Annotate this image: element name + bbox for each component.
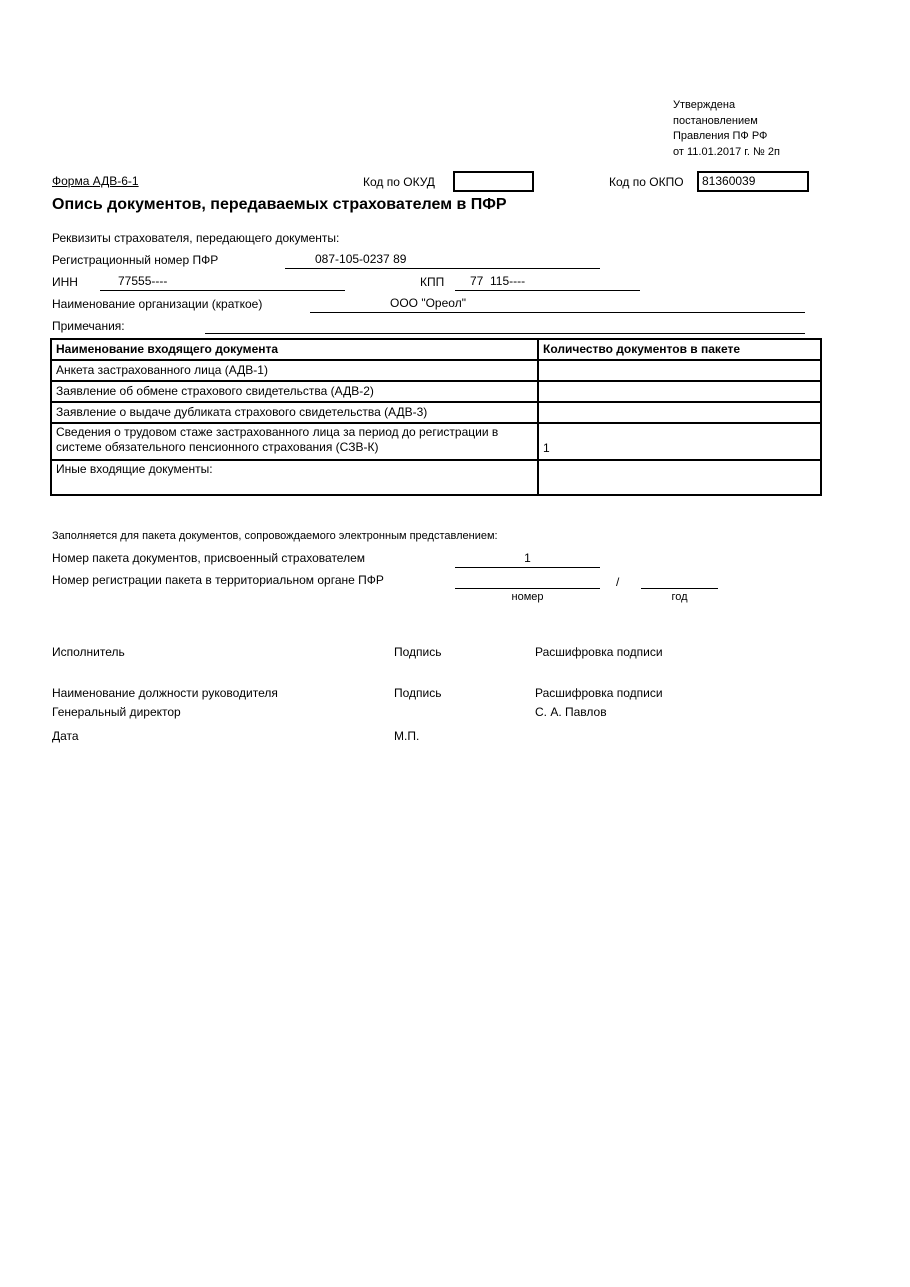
reg-number-value: 087-105-0237 89 — [315, 252, 407, 266]
kpp-label: КПП — [420, 275, 445, 289]
executor-transcript-label: Расшифровка подписи — [535, 645, 663, 659]
table-row — [51, 381, 821, 402]
requisites-section-label: Реквизиты страхователя, передающего документы: — [52, 231, 340, 245]
document-count-cell: 1 — [538, 423, 821, 460]
head-position-label: Наименование должности руководителя — [52, 686, 278, 700]
package-number-value: 1 — [524, 551, 531, 565]
document-count-cell — [538, 460, 821, 495]
kpp-field — [455, 274, 640, 291]
notes-label: Примечания: — [52, 319, 125, 333]
document-name-cell: Сведения о трудовом стаже застрахованного лица за период до регистрации в системе обязательного пенсионного страхования (СЗВ-К) — [51, 423, 538, 460]
table-row — [51, 360, 821, 381]
package-number-label: Номер пакета документов, присвоенный страхователем — [52, 551, 366, 565]
okpo-label: Код по ОКПО — [609, 175, 684, 189]
inn-field — [100, 274, 345, 291]
page-title: Опись документов, передаваемых страхователем в ПФР — [52, 196, 507, 213]
table-row — [51, 402, 821, 423]
table-row — [51, 460, 821, 495]
head-transcript-label: Расшифровка подписи — [535, 686, 663, 700]
approval-line: постановлением — [673, 114, 758, 127]
package-number-field — [455, 551, 600, 568]
kpp-value: 77 115---- — [470, 274, 526, 288]
inn-label: ИНН — [52, 275, 78, 289]
document-count-cell — [538, 402, 821, 423]
okud-label: Код по ОКУД — [363, 175, 435, 189]
head-name-value: С. А. Павлов — [535, 705, 607, 719]
registration-separator: / — [616, 575, 620, 589]
electronic-package-note: Заполняется для пакета документов, сопровождаемого электронным представлением: — [52, 530, 498, 542]
reg-number-label: Регистрационный номер ПФР — [52, 253, 219, 267]
document-name-cell: Заявление о выдаче дубликата страхового свидетельства (АДВ-3) — [51, 402, 538, 423]
date-label: Дата — [52, 729, 79, 743]
document-name-cell: Анкета застрахованного лица (АДВ-1) — [51, 360, 538, 381]
okud-value-box — [453, 171, 534, 192]
document-name-cell: Заявление об обмене страхового свидетельства (АДВ-2) — [51, 381, 538, 402]
column-header-count: Количество документов в пакете — [538, 339, 821, 360]
registration-number-label: Номер регистрации пакета в территориальном органе ПФР — [52, 573, 384, 587]
notes-field — [205, 317, 805, 334]
table-header-row — [51, 339, 821, 360]
head-position-value: Генеральный директор — [52, 705, 181, 719]
table-row — [51, 423, 821, 460]
document-name-cell: Иные входящие документы: — [51, 460, 538, 495]
okpo-value-box: 81360039 — [697, 171, 809, 192]
head-signature-label: Подпись — [394, 686, 442, 700]
document-count-cell — [538, 381, 821, 402]
approval-line: Правления ПФ РФ — [673, 130, 768, 142]
documents-table — [50, 338, 822, 496]
stamp-label: М.П. — [394, 729, 420, 743]
column-header-document: Наименование входящего документа — [51, 339, 538, 360]
form-code-label: Форма АДВ-6-1 — [52, 174, 139, 188]
approval-line: Утверждена — [673, 99, 736, 111]
reg-number-field — [285, 252, 600, 269]
org-name-field — [310, 296, 805, 313]
org-name-label: Наименование организации (краткое) — [52, 297, 263, 311]
org-name-value: ООО "Ореол" — [390, 296, 466, 310]
approval-block — [673, 98, 780, 160]
document-count-cell — [538, 360, 821, 381]
year-caption: год — [671, 591, 688, 603]
executor-label: Исполнитель — [52, 645, 125, 659]
approval-line: от 11.01.2017 г. № 2п — [673, 145, 780, 158]
inn-value: 77555---- — [118, 274, 168, 288]
registration-year-field — [641, 572, 718, 589]
registration-number-field — [455, 572, 600, 589]
executor-signature-label: Подпись — [394, 645, 442, 659]
number-caption: номер — [511, 591, 544, 603]
